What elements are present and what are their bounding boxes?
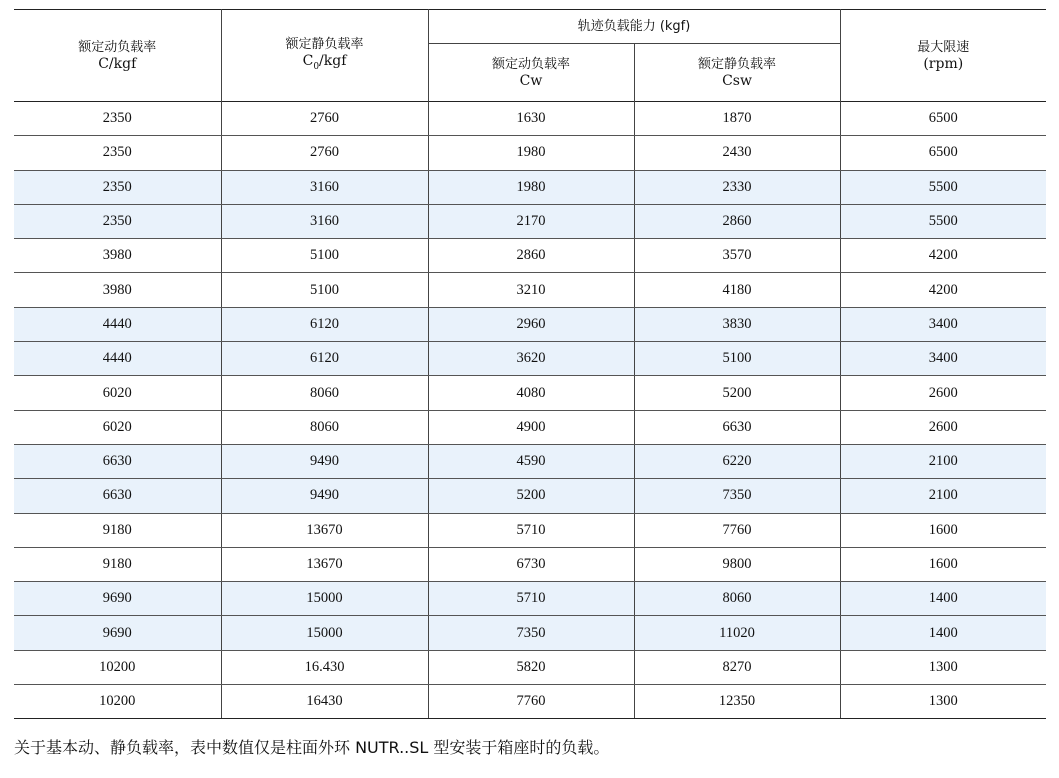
cell-cw: 7760 (428, 685, 634, 719)
cell-csw: 11020 (634, 616, 840, 650)
cell-dynamic-load: 9690 (14, 616, 221, 650)
header-cw (428, 44, 634, 102)
cell-dynamic-load: 2350 (14, 102, 221, 136)
cell-static-load: 3160 (221, 170, 428, 204)
cell-max-speed: 4200 (840, 273, 1046, 307)
cell-static-load: 8060 (221, 376, 428, 410)
cell-cw: 4590 (428, 444, 634, 478)
cell-max-speed: 2100 (840, 479, 1046, 513)
cell-dynamic-load: 2350 (14, 136, 221, 170)
table-row (14, 342, 1046, 376)
cell-static-load: 13670 (221, 547, 428, 581)
cell-dynamic-load: 4440 (14, 307, 221, 341)
header-static-load-label: 额定静负载率 (285, 36, 364, 52)
header-max-speed-unit: (rpm) (923, 55, 964, 72)
cell-dynamic-load: 2350 (14, 170, 221, 204)
table-row (14, 376, 1046, 410)
header-static-load-unit (222, 53, 428, 75)
cell-max-speed: 3400 (840, 342, 1046, 376)
cell-dynamic-load: 9690 (14, 582, 221, 616)
cell-cw: 5200 (428, 479, 634, 513)
cell-csw: 3570 (634, 239, 840, 273)
cell-static-load: 6120 (221, 307, 428, 341)
cell-max-speed: 1300 (840, 685, 1046, 719)
cell-cw: 2170 (428, 204, 634, 238)
cell-max-speed: 1400 (840, 582, 1046, 616)
header-dynamic-load-unit: C/kgf (98, 55, 137, 72)
cell-cw: 1630 (428, 102, 634, 136)
table-body (14, 102, 1046, 719)
cell-dynamic-load: 6630 (14, 479, 221, 513)
cell-dynamic-load: 9180 (14, 547, 221, 581)
header-csw (634, 44, 840, 102)
table-row (14, 102, 1046, 136)
cell-static-load: 8060 (221, 410, 428, 444)
table-row (14, 410, 1046, 444)
cell-max-speed: 1600 (840, 547, 1046, 581)
cell-dynamic-load: 10200 (14, 685, 221, 719)
cell-csw: 8060 (634, 582, 840, 616)
cell-static-load: 13670 (221, 513, 428, 547)
cell-dynamic-load: 9180 (14, 513, 221, 547)
header-static-c: C (302, 52, 314, 69)
header-static-sub: 0 (313, 61, 320, 72)
cell-csw: 8270 (634, 650, 840, 684)
table-row (14, 582, 1046, 616)
cell-csw: 6630 (634, 410, 840, 444)
cell-dynamic-load: 2350 (14, 204, 221, 238)
header-max-speed (840, 10, 1046, 102)
cell-cw: 4900 (428, 410, 634, 444)
footnote: 关于基本动、静负载率，表中数值仅是柱面外环 NUTR..SL 型安装于箱座时的负载。 (14, 738, 610, 757)
cell-csw: 7350 (634, 479, 840, 513)
cell-static-load: 2760 (221, 136, 428, 170)
cell-cw: 3620 (428, 342, 634, 376)
cell-max-speed: 5500 (840, 204, 1046, 238)
header-cw-label: 额定动负载率 (491, 56, 570, 72)
header-static-unit-text: /kgf (319, 52, 347, 69)
header-track-load-capacity: 轨迹负载能力 (kgf) (428, 10, 840, 44)
cell-dynamic-load: 6020 (14, 410, 221, 444)
cell-static-load: 5100 (221, 239, 428, 273)
cell-dynamic-load: 6020 (14, 376, 221, 410)
cell-csw: 1870 (634, 102, 840, 136)
table-row (14, 616, 1046, 650)
table-row (14, 204, 1046, 238)
cell-csw: 3830 (634, 307, 840, 341)
cell-cw: 1980 (428, 170, 634, 204)
cell-max-speed: 4200 (840, 239, 1046, 273)
cell-cw: 7350 (428, 616, 634, 650)
cell-cw: 2960 (428, 307, 634, 341)
cell-static-load: 16430 (221, 685, 428, 719)
cell-cw: 5820 (428, 650, 634, 684)
cell-max-speed: 1400 (840, 616, 1046, 650)
cell-static-load: 9490 (221, 444, 428, 478)
cell-csw: 6220 (634, 444, 840, 478)
cell-static-load: 15000 (221, 616, 428, 650)
header-max-speed-label: 最大限速 (917, 39, 970, 55)
cell-csw: 2330 (634, 170, 840, 204)
cell-dynamic-load: 3980 (14, 273, 221, 307)
header-dynamic-load-label: 额定动负载率 (78, 39, 157, 55)
table-header (14, 10, 1046, 102)
table-row (14, 547, 1046, 581)
cell-max-speed: 2600 (840, 376, 1046, 410)
cell-csw: 5200 (634, 376, 840, 410)
cell-max-speed: 6500 (840, 136, 1046, 170)
table-row (14, 136, 1046, 170)
table-row (14, 513, 1046, 547)
header-static-load-rating (221, 10, 428, 102)
cell-cw: 1980 (428, 136, 634, 170)
header-cw-unit: Cw (519, 72, 543, 89)
table-row (14, 239, 1046, 273)
header-dynamic-load-rating (14, 10, 221, 102)
cell-dynamic-load: 3980 (14, 239, 221, 273)
header-csw-unit: Csw (722, 72, 752, 89)
cell-dynamic-load: 6630 (14, 444, 221, 478)
cell-csw: 4180 (634, 273, 840, 307)
cell-csw: 9800 (634, 547, 840, 581)
cell-static-load: 16.430 (221, 650, 428, 684)
cell-max-speed: 2600 (840, 410, 1046, 444)
cell-csw: 7760 (634, 513, 840, 547)
cell-static-load: 6120 (221, 342, 428, 376)
cell-csw: 2430 (634, 136, 840, 170)
table-row (14, 685, 1046, 719)
cell-csw: 12350 (634, 685, 840, 719)
cell-max-speed: 1600 (840, 513, 1046, 547)
cell-static-load: 9490 (221, 479, 428, 513)
cell-static-load: 5100 (221, 273, 428, 307)
table-row (14, 273, 1046, 307)
table-row (14, 444, 1046, 478)
header-csw-label: 额定静负载率 (698, 56, 777, 72)
cell-max-speed: 5500 (840, 170, 1046, 204)
cell-csw: 2860 (634, 204, 840, 238)
cell-cw: 3210 (428, 273, 634, 307)
table-row (14, 479, 1046, 513)
cell-static-load: 15000 (221, 582, 428, 616)
cell-csw: 5100 (634, 342, 840, 376)
cell-cw: 2860 (428, 239, 634, 273)
table-row (14, 170, 1046, 204)
cell-dynamic-load: 4440 (14, 342, 221, 376)
cell-max-speed: 1300 (840, 650, 1046, 684)
table-row (14, 650, 1046, 684)
cell-cw: 5710 (428, 513, 634, 547)
cell-max-speed: 6500 (840, 102, 1046, 136)
cell-max-speed: 3400 (840, 307, 1046, 341)
table-row (14, 307, 1046, 341)
cell-max-speed: 2100 (840, 444, 1046, 478)
cell-static-load: 2760 (221, 102, 428, 136)
cell-dynamic-load: 10200 (14, 650, 221, 684)
load-rating-table (14, 9, 1046, 719)
cell-cw: 4080 (428, 376, 634, 410)
cell-cw: 6730 (428, 547, 634, 581)
cell-cw: 5710 (428, 582, 634, 616)
cell-static-load: 3160 (221, 204, 428, 238)
